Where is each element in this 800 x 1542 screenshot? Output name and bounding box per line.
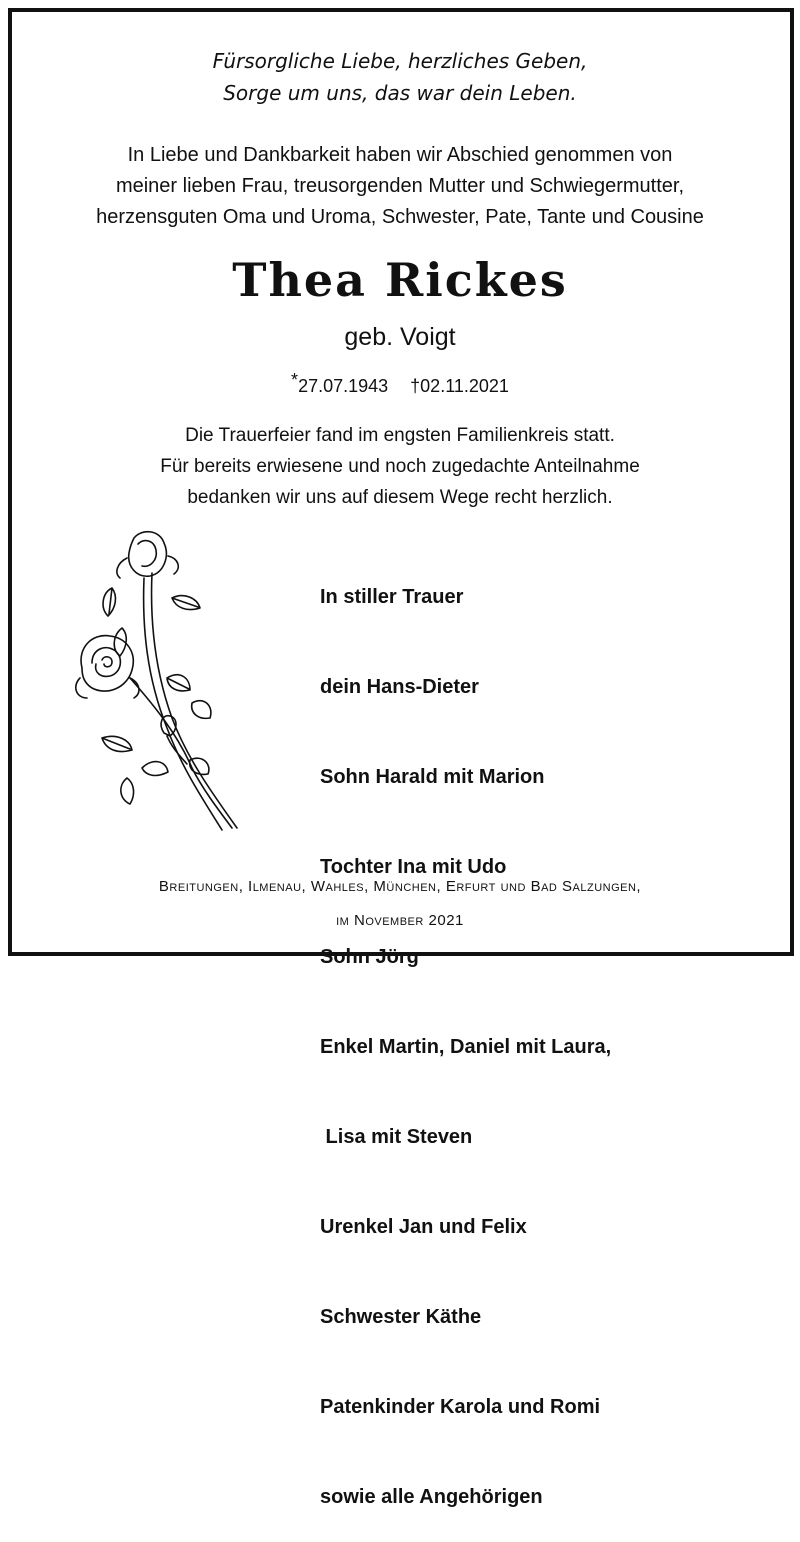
- places-and-date: [0, 870, 800, 938]
- maiden-name: geb. Voigt: [344, 323, 456, 351]
- month-year: im November 2021: [336, 912, 464, 929]
- life-dates: [0, 372, 800, 400]
- intro-line-2: meiner lieben Frau, treusorgenden Mutter und Schwiegermutter,: [115, 175, 685, 197]
- mourner-line: Sohn Jörg: [320, 946, 419, 968]
- mourner-line: Patenkinder Karola und Romi: [320, 1396, 601, 1418]
- motto-line-2: Sorge um uns, das war dein Leben.: [223, 81, 577, 105]
- motto-verse: [0, 45, 800, 109]
- mourner-line: Urenkel Jan und Felix: [320, 1216, 527, 1238]
- mourner-line: Sohn Harald mit Marion: [320, 766, 545, 788]
- intro-line-3: herzensguten Oma und Uroma, Schwester, Pate, Tante und Cousine: [96, 206, 704, 228]
- mourner-line: Lisa mit Steven: [320, 1126, 473, 1148]
- intro-text: [0, 140, 800, 233]
- motto-line-1: Fürsorgliche Liebe, herzliches Geben,: [212, 49, 588, 73]
- birth-date: 27.07.1943: [298, 376, 389, 396]
- funeral-notice: [0, 420, 800, 513]
- mourner-line: In stiller Trauer: [320, 586, 464, 608]
- death-symbol: †: [410, 376, 421, 396]
- notice-line-3: bedanken wir uns auf diesem Wege recht herzlich.: [187, 487, 613, 508]
- birth-symbol: *: [291, 370, 299, 390]
- notice-line-1: Die Trauerfeier fand im engsten Familienkreis statt.: [185, 425, 615, 446]
- deceased-name: Thea Rickes: [232, 253, 568, 307]
- mourner-line: Tochter Ina mit Udo: [320, 856, 507, 878]
- mourner-line: sowie alle Angehörigen: [320, 1486, 543, 1508]
- mourner-line: Schwester Käthe: [320, 1306, 482, 1328]
- notice-line-2: Für bereits erwiesene und noch zugedachte Anteilnahme: [160, 456, 640, 477]
- mourner-line: dein Hans-Dieter: [320, 676, 479, 698]
- rose-icon: [72, 528, 252, 833]
- mourners-list: [320, 522, 611, 1542]
- death-date: 02.11.2021: [420, 376, 509, 396]
- places-line: Breitungen, Ilmenau, Wahles, München, Erfurt und Bad Salzungen,: [158, 878, 642, 895]
- mourner-line: Enkel Martin, Daniel mit Laura,: [320, 1036, 612, 1058]
- intro-line-1: In Liebe und Dankbarkeit haben wir Abschied genommen von: [127, 144, 673, 166]
